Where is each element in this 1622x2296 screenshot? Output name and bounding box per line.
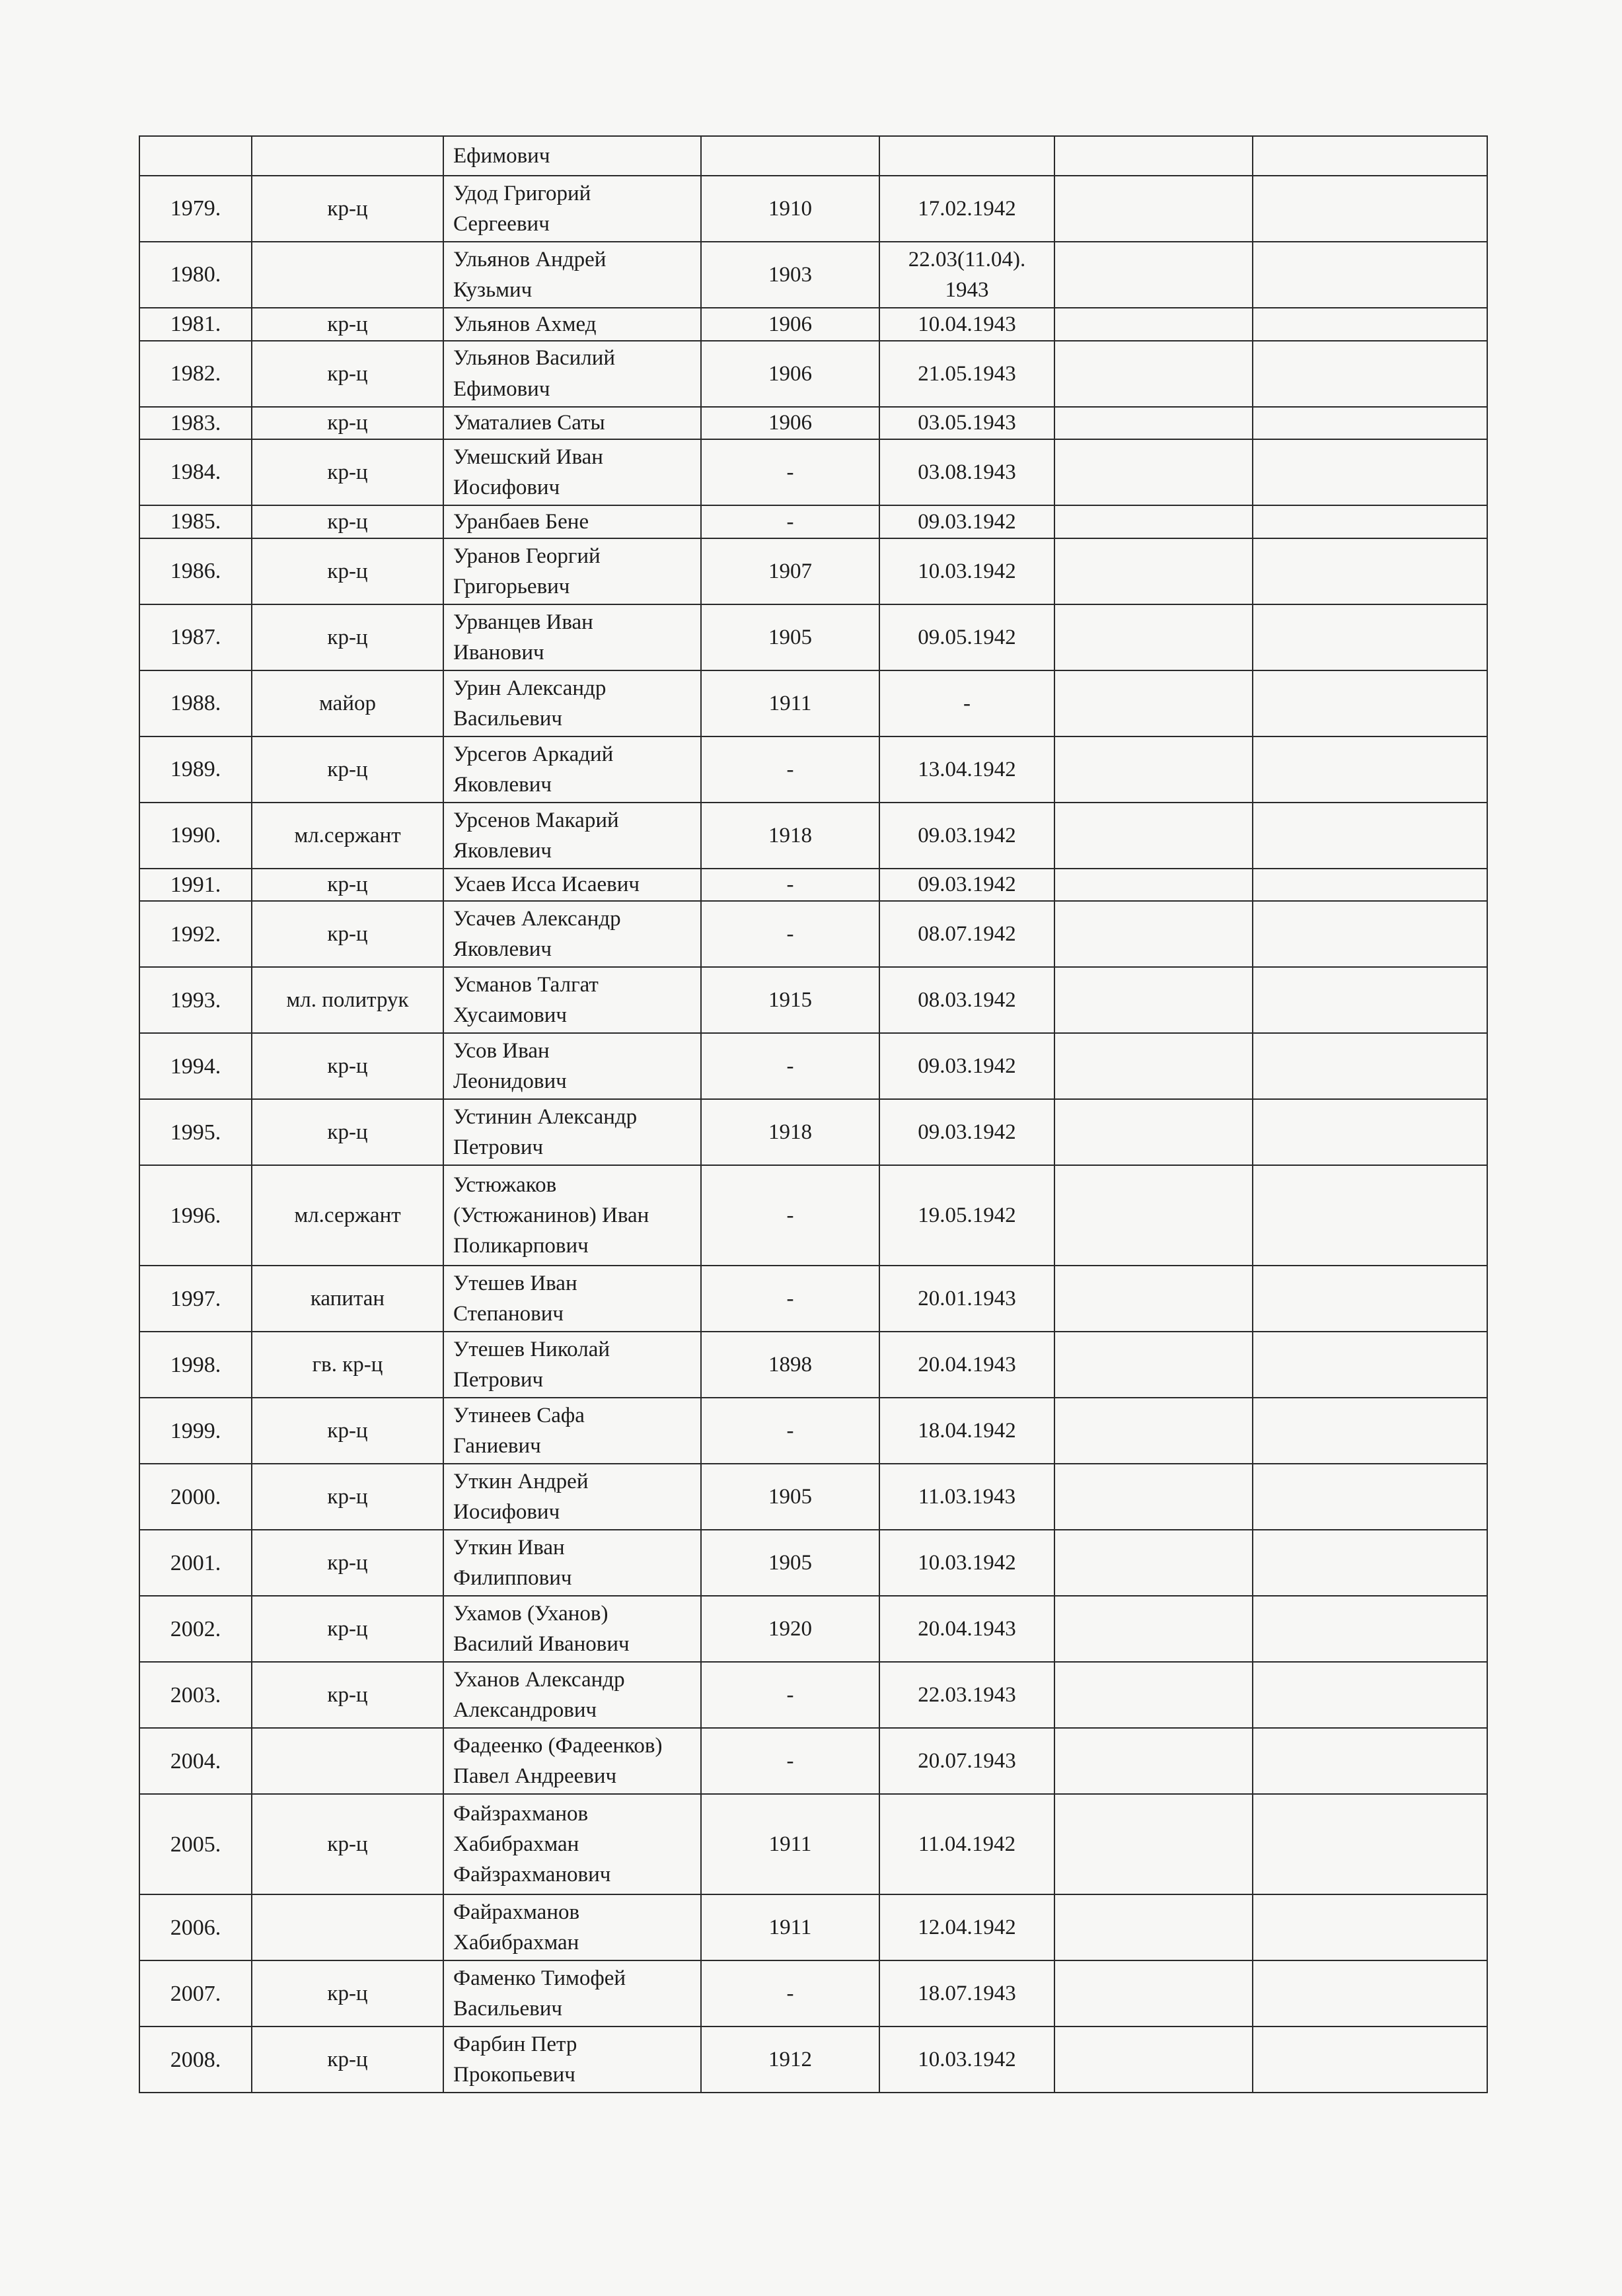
cell-number: 1983.	[139, 407, 252, 440]
cell-extra-2	[1253, 505, 1487, 538]
cell-rank: гв. кр-ц	[252, 1332, 443, 1398]
cell-birth-year: 1911	[701, 1894, 879, 1960]
cell-name: Ульянов Андрей Кузьмич	[443, 242, 701, 308]
cell-date: 03.08.1943	[879, 439, 1054, 505]
cell-rank: кр-ц	[252, 604, 443, 670]
table-row	[139, 1464, 1487, 1530]
cell-name: Фарбин Петр Прокопьевич	[443, 2027, 701, 2093]
cell-extra-1	[1054, 341, 1253, 407]
cell-date: 22.03(11.04). 1943	[879, 242, 1054, 308]
cell-extra-2	[1253, 341, 1487, 407]
cell-number: 1982.	[139, 341, 252, 407]
cell-birth-year: -	[701, 505, 879, 538]
table-row	[139, 1266, 1487, 1332]
cell-extra-1	[1054, 1266, 1253, 1332]
table-row	[139, 736, 1487, 803]
cell-date: 20.04.1943	[879, 1596, 1054, 1662]
table-row	[139, 803, 1487, 869]
cell-number: 1993.	[139, 967, 252, 1033]
cell-extra-1	[1054, 1728, 1253, 1794]
cell-extra-1	[1054, 136, 1253, 176]
cell-extra-1	[1054, 736, 1253, 803]
cell-rank: кр-ц	[252, 901, 443, 967]
cell-name: Усов Иван Леонидович	[443, 1033, 701, 1099]
cell-extra-2	[1253, 1960, 1487, 2027]
cell-birth-year: 1903	[701, 242, 879, 308]
cell-extra-1	[1054, 1662, 1253, 1728]
table-row	[139, 1662, 1487, 1728]
cell-rank: мл. политрук	[252, 967, 443, 1033]
cell-extra-1	[1054, 1099, 1253, 1165]
cell-date: 11.04.1942	[879, 1794, 1054, 1894]
cell-rank: кр-ц	[252, 538, 443, 604]
cell-number: 1989.	[139, 736, 252, 803]
table-row-continuation	[139, 136, 1487, 176]
cell-name: Файзрахманов Хабибрахман Файзрахманович	[443, 1794, 701, 1894]
cell-name: Уханов Александр Александрович	[443, 1662, 701, 1728]
cell-name: Ульянов Василий Ефимович	[443, 341, 701, 407]
cell-number: 2007.	[139, 1960, 252, 2027]
cell-date: 09.03.1942	[879, 1033, 1054, 1099]
cell-extra-1	[1054, 869, 1253, 902]
table-row	[139, 670, 1487, 736]
cell-number: 1996.	[139, 1165, 252, 1266]
cell-extra-2	[1253, 1464, 1487, 1530]
cell-extra-2	[1253, 670, 1487, 736]
table-row	[139, 1596, 1487, 1662]
cell-number	[139, 136, 252, 176]
cell-birth-year: 1906	[701, 308, 879, 341]
table-row	[139, 1728, 1487, 1794]
cell-name: Уранов Георгий Григорьевич	[443, 538, 701, 604]
cell-extra-2	[1253, 407, 1487, 440]
cell-extra-2	[1253, 1033, 1487, 1099]
cell-date: 09.03.1942	[879, 505, 1054, 538]
cell-rank: кр-ц	[252, 1099, 443, 1165]
cell-number: 1999.	[139, 1398, 252, 1464]
cell-date: 10.04.1943	[879, 308, 1054, 341]
cell-number: 2005.	[139, 1794, 252, 1894]
cell-birth-year: -	[701, 439, 879, 505]
cell-rank: майор	[252, 670, 443, 736]
cell-date: 20.04.1943	[879, 1332, 1054, 1398]
cell-date: 03.05.1943	[879, 407, 1054, 440]
cell-date: 20.01.1943	[879, 1266, 1054, 1332]
cell-birth-year: -	[701, 1728, 879, 1794]
cell-extra-1	[1054, 1894, 1253, 1960]
table-row	[139, 1165, 1487, 1266]
cell-birth-year: 1910	[701, 176, 879, 242]
cell-name: Уматалиев Саты	[443, 407, 701, 440]
cell-number: 1990.	[139, 803, 252, 869]
cell-birth-year: -	[701, 1033, 879, 1099]
cell-rank: кр-ц	[252, 1960, 443, 2027]
cell-extra-2	[1253, 439, 1487, 505]
cell-number: 1991.	[139, 869, 252, 902]
cell-extra-2	[1253, 736, 1487, 803]
cell-number: 2003.	[139, 1662, 252, 1728]
cell-extra-1	[1054, 407, 1253, 440]
cell-name: Усманов Талгат Хусаимович	[443, 967, 701, 1033]
cell-date: 13.04.1942	[879, 736, 1054, 803]
cell-extra-1	[1054, 670, 1253, 736]
cell-number: 1998.	[139, 1332, 252, 1398]
cell-extra-2	[1253, 242, 1487, 308]
cell-extra-1	[1054, 308, 1253, 341]
cell-name: Ефимович	[443, 136, 701, 176]
cell-name: Устинин Александр Петрович	[443, 1099, 701, 1165]
cell-number: 1986.	[139, 538, 252, 604]
cell-extra-2	[1253, 1662, 1487, 1728]
cell-extra-1	[1054, 901, 1253, 967]
cell-birth-year: -	[701, 1266, 879, 1332]
cell-extra-2	[1253, 1099, 1487, 1165]
cell-name: Файрахманов Хабибрахман	[443, 1894, 701, 1960]
cell-name: Ульянов Ахмед	[443, 308, 701, 341]
cell-rank	[252, 1728, 443, 1794]
cell-date	[879, 136, 1054, 176]
cell-extra-1	[1054, 2027, 1253, 2093]
cell-rank: кр-ц	[252, 1530, 443, 1596]
cell-rank: кр-ц	[252, 736, 443, 803]
cell-number: 1979.	[139, 176, 252, 242]
cell-date: 10.03.1942	[879, 1530, 1054, 1596]
cell-extra-1	[1054, 242, 1253, 308]
table-row	[139, 1099, 1487, 1165]
table-row	[139, 1794, 1487, 1894]
cell-extra-2	[1253, 1266, 1487, 1332]
table-row	[139, 1332, 1487, 1398]
cell-extra-2	[1253, 308, 1487, 341]
cell-birth-year: 1920	[701, 1596, 879, 1662]
cell-birth-year: 1911	[701, 1794, 879, 1894]
cell-name: Фадеенко (Фадеенков) Павел Андреевич	[443, 1728, 701, 1794]
cell-rank: кр-ц	[252, 1794, 443, 1894]
table-row	[139, 901, 1487, 967]
cell-extra-2	[1253, 869, 1487, 902]
cell-date: 09.03.1942	[879, 869, 1054, 902]
cell-name: Умешский Иван Иосифович	[443, 439, 701, 505]
table-row	[139, 2027, 1487, 2093]
cell-extra-2	[1253, 901, 1487, 967]
cell-name: Удод Григорий Сергеевич	[443, 176, 701, 242]
cell-birth-year: 1906	[701, 341, 879, 407]
cell-birth-year: 1911	[701, 670, 879, 736]
cell-rank: кр-ц	[252, 1398, 443, 1464]
cell-date: 09.05.1942	[879, 604, 1054, 670]
cell-rank: кр-ц	[252, 176, 443, 242]
cell-date: 08.03.1942	[879, 967, 1054, 1033]
cell-birth-year	[701, 136, 879, 176]
cell-rank: кр-ц	[252, 1033, 443, 1099]
cell-number: 1985.	[139, 505, 252, 538]
cell-extra-1	[1054, 439, 1253, 505]
table-row	[139, 505, 1487, 538]
cell-extra-1	[1054, 803, 1253, 869]
cell-birth-year: 1918	[701, 803, 879, 869]
cell-extra-1	[1054, 1596, 1253, 1662]
cell-date: 21.05.1943	[879, 341, 1054, 407]
cell-date: 12.04.1942	[879, 1894, 1054, 1960]
cell-rank: кр-ц	[252, 505, 443, 538]
cell-date: 18.07.1943	[879, 1960, 1054, 2027]
cell-birth-year: -	[701, 901, 879, 967]
table-row	[139, 1960, 1487, 2027]
cell-name: Уткин Андрей Иосифович	[443, 1464, 701, 1530]
cell-birth-year: -	[701, 1398, 879, 1464]
cell-number: 2001.	[139, 1530, 252, 1596]
cell-name: Урин Александр Васильевич	[443, 670, 701, 736]
cell-rank	[252, 136, 443, 176]
cell-birth-year: 1905	[701, 1530, 879, 1596]
cell-extra-2	[1253, 1794, 1487, 1894]
table-row	[139, 176, 1487, 242]
cell-number: 2004.	[139, 1728, 252, 1794]
cell-rank: мл.сержант	[252, 803, 443, 869]
cell-number: 2006.	[139, 1894, 252, 1960]
cell-extra-2	[1253, 803, 1487, 869]
table-row	[139, 341, 1487, 407]
cell-date: 08.07.1942	[879, 901, 1054, 967]
cell-rank: мл.сержант	[252, 1165, 443, 1266]
table-row	[139, 1033, 1487, 1099]
cell-rank	[252, 242, 443, 308]
cell-birth-year: -	[701, 869, 879, 902]
cell-number: 2000.	[139, 1464, 252, 1530]
cell-extra-2	[1253, 604, 1487, 670]
cell-birth-year: -	[701, 1662, 879, 1728]
cell-birth-year: -	[701, 1165, 879, 1266]
cell-number: 2002.	[139, 1596, 252, 1662]
cell-extra-2	[1253, 1728, 1487, 1794]
cell-date: 18.04.1942	[879, 1398, 1054, 1464]
cell-rank: кр-ц	[252, 1464, 443, 1530]
cell-date: 22.03.1943	[879, 1662, 1054, 1728]
cell-extra-1	[1054, 1332, 1253, 1398]
cell-birth-year: 1907	[701, 538, 879, 604]
cell-rank: капитан	[252, 1266, 443, 1332]
cell-birth-year: 1918	[701, 1099, 879, 1165]
cell-name: Устюжаков (Устюжанинов) Иван Поликарпович	[443, 1165, 701, 1266]
cell-rank	[252, 1894, 443, 1960]
table-row	[139, 869, 1487, 902]
cell-name: Урсегов Аркадий Яковлевич	[443, 736, 701, 803]
cell-rank: кр-ц	[252, 869, 443, 902]
cell-name: Урванцев Иван Иванович	[443, 604, 701, 670]
table-row	[139, 1530, 1487, 1596]
cell-extra-2	[1253, 1165, 1487, 1266]
cell-extra-1	[1054, 1960, 1253, 2027]
cell-extra-2	[1253, 1398, 1487, 1464]
cell-birth-year: 1915	[701, 967, 879, 1033]
casualty-list-table	[139, 135, 1488, 2093]
table-row	[139, 242, 1487, 308]
cell-extra-1	[1054, 538, 1253, 604]
cell-extra-2	[1253, 1894, 1487, 1960]
cell-rank: кр-ц	[252, 1596, 443, 1662]
cell-extra-2	[1253, 136, 1487, 176]
cell-birth-year: 1905	[701, 1464, 879, 1530]
cell-extra-2	[1253, 1332, 1487, 1398]
cell-rank: кр-ц	[252, 439, 443, 505]
cell-extra-2	[1253, 1530, 1487, 1596]
cell-number: 2008.	[139, 2027, 252, 2093]
cell-date: 20.07.1943	[879, 1728, 1054, 1794]
cell-number: 1988.	[139, 670, 252, 736]
cell-extra-2	[1253, 176, 1487, 242]
cell-date: 19.05.1942	[879, 1165, 1054, 1266]
cell-rank: кр-ц	[252, 308, 443, 341]
cell-name: Усаев Исса Исаевич	[443, 869, 701, 902]
cell-name: Усачев Александр Яковлевич	[443, 901, 701, 967]
cell-date: 10.03.1942	[879, 538, 1054, 604]
cell-rank: кр-ц	[252, 1662, 443, 1728]
cell-name: Утинеев Сафа Ганиевич	[443, 1398, 701, 1464]
cell-extra-1	[1054, 1794, 1253, 1894]
cell-date: 11.03.1943	[879, 1464, 1054, 1530]
cell-number: 1994.	[139, 1033, 252, 1099]
cell-extra-2	[1253, 967, 1487, 1033]
table-row	[139, 604, 1487, 670]
table-row	[139, 538, 1487, 604]
cell-name: Урсенов Макарий Яковлевич	[443, 803, 701, 869]
table-body	[139, 136, 1487, 2093]
cell-birth-year: 1906	[701, 407, 879, 440]
cell-number: 1984.	[139, 439, 252, 505]
cell-date: 10.03.1942	[879, 2027, 1054, 2093]
cell-extra-1	[1054, 1464, 1253, 1530]
cell-extra-1	[1054, 1165, 1253, 1266]
cell-name: Утешев Иван Степанович	[443, 1266, 701, 1332]
cell-number: 1992.	[139, 901, 252, 967]
cell-number: 1981.	[139, 308, 252, 341]
cell-extra-1	[1054, 176, 1253, 242]
cell-date: 17.02.1942	[879, 176, 1054, 242]
cell-extra-1	[1054, 505, 1253, 538]
cell-number: 1987.	[139, 604, 252, 670]
cell-date: -	[879, 670, 1054, 736]
table-row	[139, 308, 1487, 341]
cell-extra-2	[1253, 1596, 1487, 1662]
table-row	[139, 439, 1487, 505]
cell-extra-1	[1054, 604, 1253, 670]
cell-number: 1980.	[139, 242, 252, 308]
cell-extra-1	[1054, 1033, 1253, 1099]
cell-name: Ухамов (Уханов) Василий Иванович	[443, 1596, 701, 1662]
cell-extra-2	[1253, 2027, 1487, 2093]
cell-name: Уткин Иван Филиппович	[443, 1530, 701, 1596]
table-row	[139, 1398, 1487, 1464]
cell-birth-year: 1912	[701, 2027, 879, 2093]
cell-rank: кр-ц	[252, 407, 443, 440]
cell-number: 1997.	[139, 1266, 252, 1332]
cell-birth-year: -	[701, 1960, 879, 2027]
cell-number: 1995.	[139, 1099, 252, 1165]
cell-extra-1	[1054, 967, 1253, 1033]
cell-birth-year: 1905	[701, 604, 879, 670]
table-row	[139, 407, 1487, 440]
cell-name: Фаменко Тимофей Васильевич	[443, 1960, 701, 2027]
cell-birth-year: -	[701, 736, 879, 803]
cell-date: 09.03.1942	[879, 1099, 1054, 1165]
cell-name: Утешев Николай Петрович	[443, 1332, 701, 1398]
cell-extra-2	[1253, 538, 1487, 604]
cell-rank: кр-ц	[252, 341, 443, 407]
table-row	[139, 967, 1487, 1033]
cell-name: Уранбаев Бене	[443, 505, 701, 538]
cell-birth-year: 1898	[701, 1332, 879, 1398]
table-row	[139, 1894, 1487, 1960]
cell-date: 09.03.1942	[879, 803, 1054, 869]
cell-extra-1	[1054, 1530, 1253, 1596]
cell-rank: кр-ц	[252, 2027, 443, 2093]
cell-extra-1	[1054, 1398, 1253, 1464]
